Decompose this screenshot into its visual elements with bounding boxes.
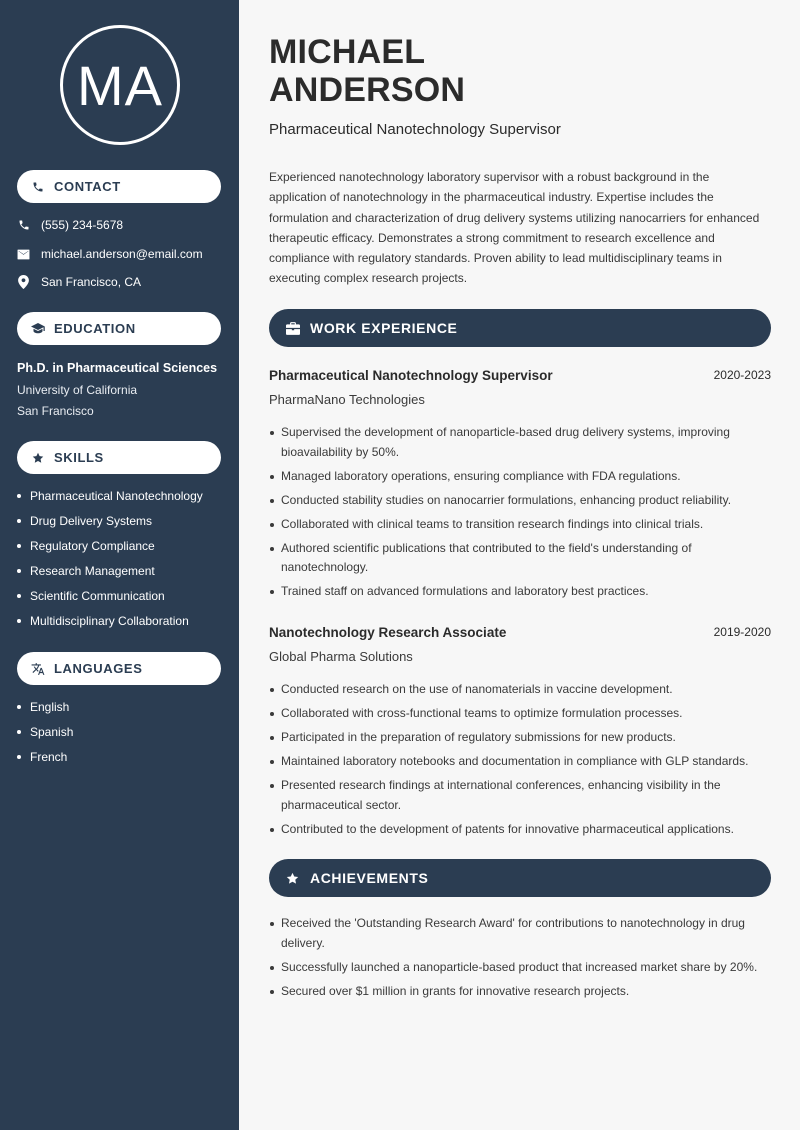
contact-location-text: San Francisco, CA [41, 275, 142, 289]
list-item: Managed laboratory operations, ensuring compliance with FDA regulations. [269, 467, 771, 487]
location-pin-icon [17, 276, 30, 289]
skills-heading [17, 441, 221, 474]
briefcase-icon [285, 321, 300, 336]
languages-heading-label: LANGUAGES [54, 661, 143, 676]
phone-icon [31, 180, 45, 194]
job-company: Global Pharma Solutions [269, 649, 413, 664]
contact-heading-label: CONTACT [54, 179, 121, 194]
list-item: Supervised the development of nanoparticle-based drug delivery systems, improving bioavailability by 50%. [269, 423, 771, 462]
avatar-initials: MA [60, 25, 180, 145]
languages-heading [17, 652, 221, 685]
contact-email[interactable] [17, 247, 203, 261]
star-icon [31, 451, 45, 465]
list-item: Multidisciplinary Collaboration [17, 614, 203, 639]
achievements-heading [269, 859, 771, 897]
list-item: Secured over $1 million in grants for innovative research projects. [269, 982, 771, 1002]
list-item: Successfully launched a nanoparticle-based product that increased market share by 20%. [269, 958, 771, 978]
mail-icon [17, 248, 30, 261]
work-experience-heading [269, 309, 771, 347]
education-degree: Ph.D. in Pharmaceutical Sciences [17, 361, 218, 375]
graduation-cap-icon [31, 322, 45, 336]
job-bullets [269, 423, 771, 607]
job-title: Pharmaceutical Nanotechnology Supervisor [269, 368, 553, 383]
list-item: Presented research findings at international conferences, enhancing visibility in the pharmaceutical sector. [269, 776, 771, 815]
contact-phone[interactable] [17, 218, 123, 232]
skills-list [17, 489, 203, 639]
list-item: Authored scientific publications that contributed to the field's understanding of nanotechnology. [269, 539, 771, 578]
list-item: Maintained laboratory notebooks and documentation in compliance with GLP standards. [269, 752, 771, 772]
translate-icon [31, 662, 45, 676]
list-item: English [17, 700, 73, 725]
professional-title: Pharmaceutical Nanotechnology Supervisor [269, 121, 561, 138]
list-item: Conducted research on the use of nanomaterials in vaccine development. [269, 680, 771, 700]
list-item: Spanish [17, 725, 73, 750]
list-item: Research Management [17, 564, 203, 589]
education-city: San Francisco [17, 404, 94, 418]
profile-summary: Experienced nanotechnology laboratory supervisor with a robust background in the application of nanotechnology in the pharmaceutical industry. Expertise includes the formulation and characterization of drug delivery systems utilizing nanocarriers for enhanced therapeutic efficacy. Demonstrates a strong commitment to research excellence and compliance with regulatory standards. Proven ability to lead multidisciplinary teams in executing complex research projects. [269, 170, 760, 286]
languages-list [17, 700, 73, 775]
job-dates: 2019-2020 [713, 625, 771, 639]
achievements-heading-label: ACHIEVEMENTS [310, 870, 429, 886]
contact-phone-text: (555) 234-5678 [41, 218, 124, 232]
contact-heading [17, 170, 221, 203]
list-item: Conducted stability studies on nanocarrier formulations, enhancing product reliability. [269, 491, 771, 511]
job-bullets [269, 680, 771, 844]
name-last: ANDERSON [269, 71, 466, 109]
list-item: Trained staff on advanced formulations and laboratory best practices. [269, 582, 771, 602]
education-school: University of California [17, 383, 138, 397]
work-experience-heading-label: WORK EXPERIENCE [310, 320, 458, 336]
main-content [239, 0, 800, 1130]
star-icon [285, 871, 300, 886]
skills-heading-label: SKILLS [54, 450, 104, 465]
list-item: Participated in the preparation of regulatory submissions for new products. [269, 728, 771, 748]
list-item: Collaborated with clinical teams to transition research findings into clinical trials. [269, 515, 771, 535]
list-item: Regulatory Compliance [17, 539, 203, 564]
job-title: Nanotechnology Research Associate [269, 625, 507, 640]
achievements-list [269, 914, 771, 1006]
phone-icon [17, 219, 30, 232]
contact-location [17, 275, 141, 289]
list-item: Received the 'Outstanding Research Award' for contributions to nanotechnology in drug delivery. [269, 914, 771, 953]
list-item: Drug Delivery Systems [17, 514, 203, 539]
list-item: Contributed to the development of patents for innovative pharmaceutical applications. [269, 820, 771, 840]
list-item: French [17, 750, 73, 775]
education-heading-label: EDUCATION [54, 321, 136, 336]
list-item: Pharmaceutical Nanotechnology [17, 489, 203, 514]
sidebar [0, 0, 239, 1130]
list-item: Scientific Communication [17, 589, 203, 614]
contact-email-text: michael.anderson@email.com [41, 247, 203, 261]
job-company: PharmaNano Technologies [269, 392, 425, 407]
education-heading [17, 312, 221, 345]
name-first: MICHAEL [269, 33, 426, 71]
list-item: Collaborated with cross-functional teams to optimize formulation processes. [269, 704, 771, 724]
job-dates: 2020-2023 [713, 368, 771, 382]
full-name [269, 33, 465, 109]
